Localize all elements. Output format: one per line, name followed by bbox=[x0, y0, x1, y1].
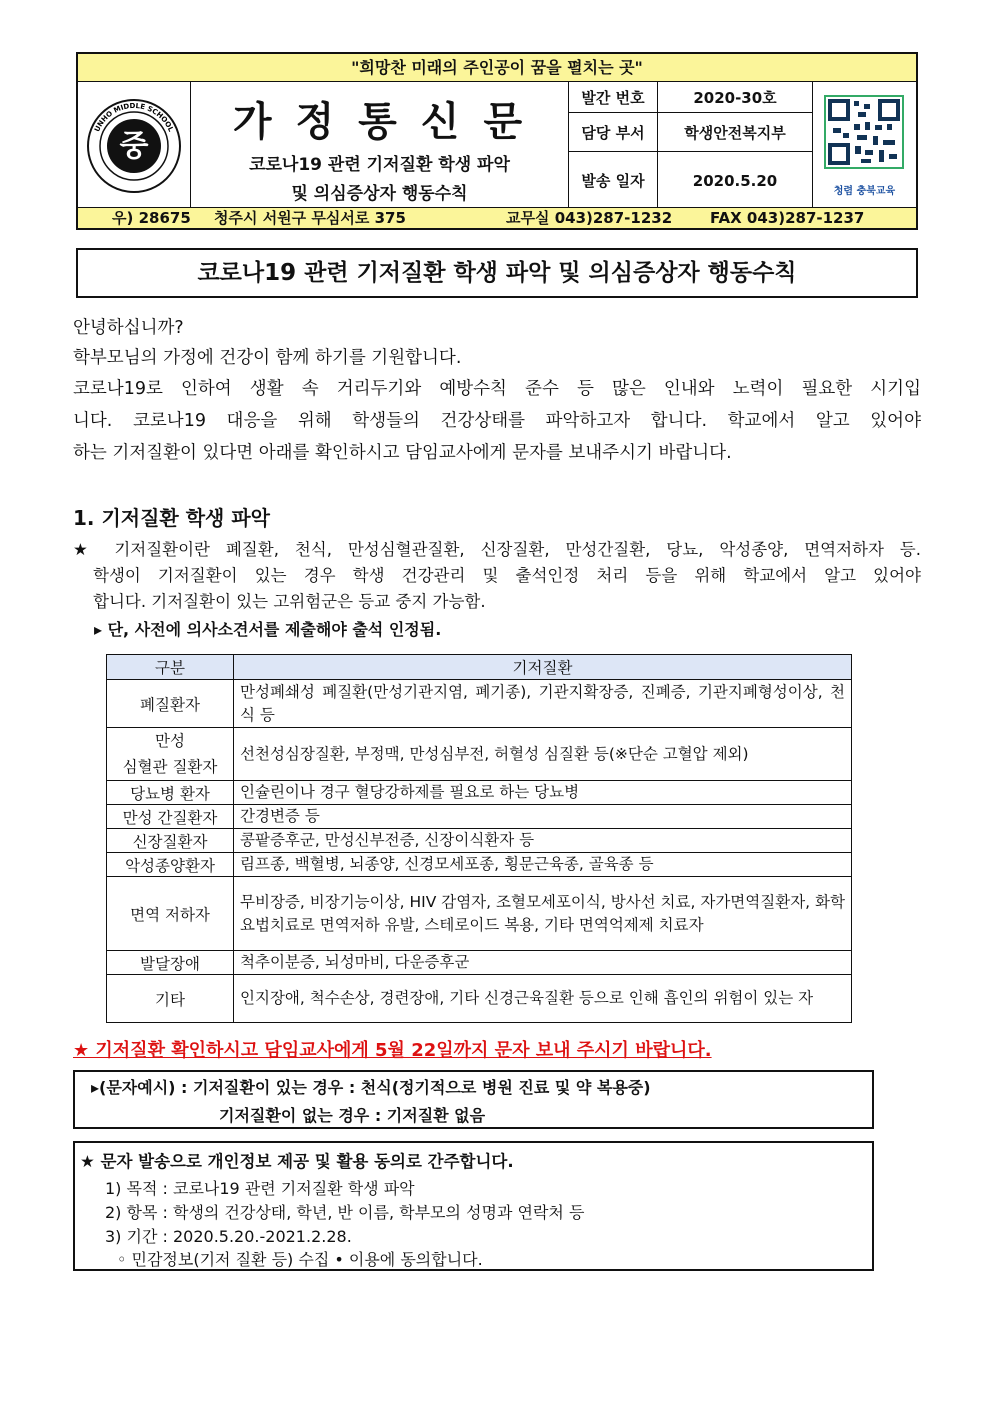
newsletter-subtitle-2: 및 의심증상자 행동수칙 bbox=[291, 184, 468, 204]
disease-category: 기타 bbox=[107, 975, 234, 1023]
table-row bbox=[107, 975, 852, 1023]
meta-label: 담당 부서 bbox=[569, 113, 658, 151]
meta-value: 2020.5.20 bbox=[692, 171, 778, 190]
sms-example-line-2: 기저질환이 없는 경우 : 기저질환 없음 bbox=[219, 1106, 486, 1125]
intro-line-2: 니다. 코로나19 대응을 위해 학생들의 건강상태를 파악하고자 합니다. 학교에서 알고 있어야 bbox=[73, 411, 921, 431]
table-row bbox=[107, 951, 852, 975]
meta-value: 2020-30호 bbox=[693, 88, 777, 107]
consent-item: 2) 항목 : 학생의 건강상태, 학년, 반 이름, 학부모의 성명과 연락처 등 bbox=[105, 1203, 585, 1222]
disease-list: 인슐린이나 경구 혈당강하제를 필요로 하는 당뇨병 bbox=[234, 781, 852, 805]
table-row bbox=[107, 877, 852, 951]
table-row bbox=[107, 728, 852, 781]
sms-example-line-1: ▸(문자예시) : 기저질환이 있는 경우 : 천식(정기적으로 병원 진료 및 약 복용중) bbox=[91, 1078, 651, 1097]
disease-table bbox=[106, 654, 852, 1023]
qr-caption: 청렴 충북교육 bbox=[833, 186, 896, 197]
table-row bbox=[107, 680, 852, 728]
school-address-bar bbox=[78, 207, 916, 228]
disease-list: 인지장애, 척수손상, 경련장애, 기타 신경근육질환 등으로 인해 흡인의 위험이 있는 자 bbox=[234, 975, 852, 1023]
title-cell bbox=[191, 82, 569, 209]
disease-list: 만성폐쇄성 폐질환(만성기관지염, 폐기종), 기관지확장증, 진폐증, 기관지폐형성이상, 천식 등 bbox=[234, 680, 852, 728]
disease-list: 선천성심장질환, 부정맥, 만성심부전, 허혈성 심질환 등(※단순 고혈압 제외) bbox=[234, 728, 852, 781]
sms-example-box bbox=[73, 1070, 874, 1129]
disease-category: 악성종양환자 bbox=[107, 853, 234, 877]
disease-category: 면역 저하자 bbox=[107, 877, 234, 951]
disease-list: 척추이분증, 뇌성마비, 다운증후군 bbox=[234, 951, 852, 975]
office-phone: 교무실 043)287-1232 bbox=[506, 209, 673, 227]
consent-item: 1) 목적 : 코로나19 관련 기저질환 학생 파악 bbox=[105, 1179, 415, 1198]
star-line-3: 합니다. 기저질환이 있는 고위험군은 등교 중지 가능함. bbox=[93, 592, 486, 611]
newsletter-title: 가정통신문 bbox=[232, 98, 547, 145]
newsletter-subtitle-1: 코로나19 관련 기저질환 학생 파악 bbox=[249, 155, 510, 175]
deadline-notice: ★ 기저질환 확인하시고 담임교사에게 5월 22일까지 문자 보내 주시기 바랍니다. bbox=[73, 1040, 712, 1061]
section-heading: 1. 기저질환 학생 파악 bbox=[73, 506, 270, 530]
intro-line-1: 코로나19로 인하여 생활 속 거리두기와 예방수칙 준수 등 많은 인내와 노력이 필요한 시기입 bbox=[73, 379, 921, 399]
table-header-row bbox=[107, 655, 852, 680]
consent-agree: ◦ 민감정보(기저 질환 등) 수집 • 이용에 동의합니다. bbox=[117, 1250, 483, 1269]
newsletter-header bbox=[76, 52, 918, 230]
disease-category: 만성 간질환자 bbox=[107, 805, 234, 829]
meta-row-issue bbox=[569, 82, 812, 113]
school-logo bbox=[78, 82, 190, 209]
qr-cell bbox=[813, 82, 916, 209]
disease-category: 신장질환자 bbox=[107, 829, 234, 853]
consent-heading: ★ 문자 발송으로 개인정보 제공 및 활용 동의로 간주합니다. bbox=[80, 1152, 514, 1171]
disease-category: 당뇨병 환자 bbox=[107, 781, 234, 805]
meta-value: 학생안전복지부 bbox=[684, 123, 786, 142]
meta-row-dept bbox=[569, 113, 812, 152]
school-logo-cell bbox=[78, 82, 191, 209]
intro-line-3: 하는 기저질환이 있다면 아래를 확인하시고 담임교사에게 문자를 보내주시기 바랍니다. bbox=[73, 443, 732, 463]
publication-meta bbox=[569, 82, 813, 209]
meta-row-date bbox=[569, 152, 812, 209]
disease-list: 간경변증 등 bbox=[234, 805, 852, 829]
attendance-note: ▸ 단, 사전에 의사소견서를 제출해야 출석 인정됨. bbox=[94, 620, 442, 639]
disease-list: 콩팥증후군, 만성신부전증, 신장이식환자 등 bbox=[234, 829, 852, 853]
intro-greeting: 안녕하십니까? bbox=[73, 318, 184, 338]
meta-label: 발송 일자 bbox=[569, 152, 658, 209]
table-header: 구분 bbox=[107, 655, 234, 680]
table-row bbox=[107, 853, 852, 877]
fax-number: FAX 043)287-1237 bbox=[710, 209, 865, 227]
table-row bbox=[107, 781, 852, 805]
qr-code-icon bbox=[813, 82, 916, 182]
consent-item: 3) 기간 : 2020.5.20.-2021.2.28. bbox=[105, 1227, 352, 1246]
table-header: 기저질환 bbox=[234, 655, 852, 680]
star-line-1: ★ 기저질환이란 폐질환, 천식, 만성심혈관질환, 신장질환, 만성간질환, 당뇨, 악성종양, 면역저하자 등. bbox=[73, 540, 921, 559]
intro-wish: 학부모님의 가정에 건강이 함께 하기를 기원합니다. bbox=[73, 348, 462, 368]
school-slogan: "희망찬 미래의 주인공이 꿈을 펼치는 곳" bbox=[78, 54, 916, 82]
table-row bbox=[107, 805, 852, 829]
main-title: 코로나19 관련 기저질환 학생 파악 및 의심증상자 행동수칙 bbox=[76, 248, 918, 298]
table-row bbox=[107, 829, 852, 853]
disease-category: 폐질환자 bbox=[107, 680, 234, 728]
zip-code: 우) 28675 bbox=[112, 209, 191, 227]
logo-char: 중 bbox=[119, 129, 149, 164]
street-address: 청주시 서원구 무심서로 375 bbox=[214, 209, 406, 227]
consent-box bbox=[73, 1141, 874, 1271]
disease-list: 무비장증, 비장기능이상, HIV 감염자, 조혈모세포이식, 방사선 치료, 자가면역질환자, 화학요법치료로 면역저하 유발, 스테로이드 복용, 기타 면역억제제 치료자 bbox=[234, 877, 852, 951]
disease-list: 림프종, 백혈병, 뇌종양, 신경모세포종, 횡문근육종, 골육종 등 bbox=[234, 853, 852, 877]
disease-category: 만성 심혈관 질환자 bbox=[107, 728, 234, 781]
logo-ring-text: UNHO MIDDLE SCHOOL bbox=[93, 101, 175, 134]
disease-category: 발달장애 bbox=[107, 951, 234, 975]
star-line-2: 학생이 기저질환이 있는 경우 학생 건강관리 및 출석인정 처리 등을 위해 학교에서 알고 있어야 bbox=[93, 566, 921, 585]
meta-label: 발간 번호 bbox=[569, 82, 658, 112]
